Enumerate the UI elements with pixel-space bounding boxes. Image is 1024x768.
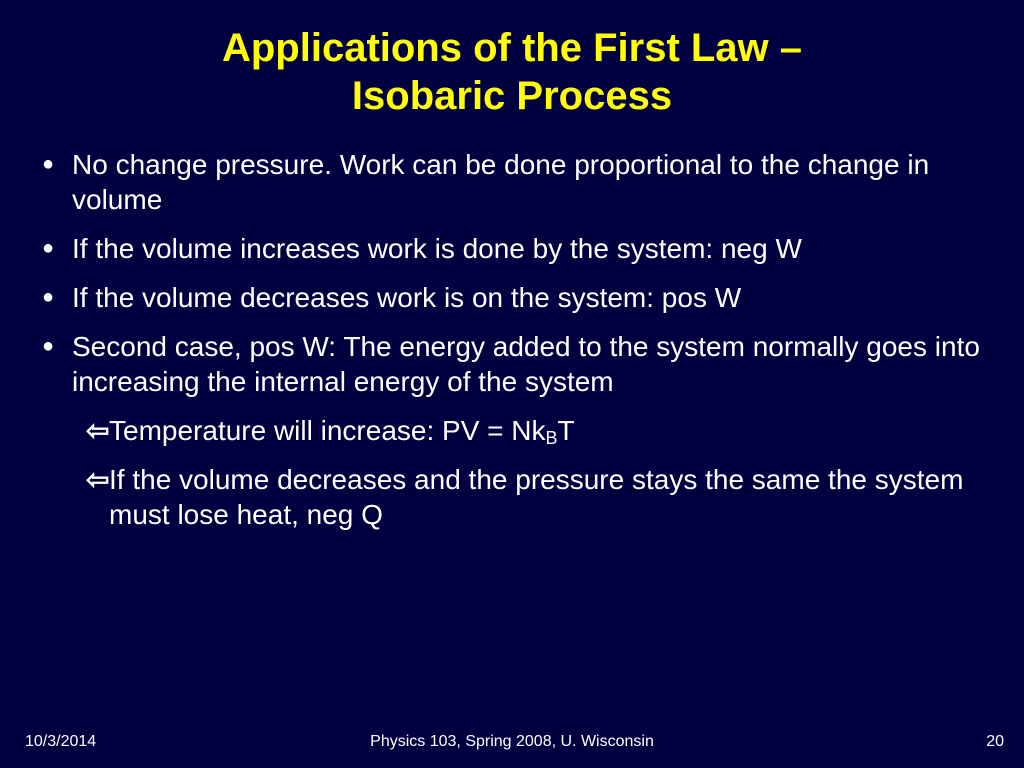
sub-bullet-item <box>40 413 990 448</box>
left-arrow-icon: ⇦ <box>86 464 110 495</box>
bullet-text: No change pressure. Work can be done proportional to the change in volume <box>72 149 930 215</box>
sub-bullet-item <box>40 462 990 532</box>
sub-bullet-text-prefix: Temperature will increase: PV = Nk <box>109 415 546 446</box>
slide-title-line-1: Applications of the First Law – <box>221 26 803 70</box>
bullet-text: If the volume decreases work is on the system: pos W <box>72 282 742 313</box>
slide-title-line-2: Isobaric Process <box>351 74 673 118</box>
slide-content <box>40 147 990 546</box>
footer-date: 10/3/2014 <box>25 733 97 750</box>
bullet-text: If the volume increases work is done by the system: neg W <box>72 233 802 264</box>
bullet-dot-icon: ● <box>42 237 55 259</box>
bullet-dot-icon: ● <box>42 335 55 357</box>
subscript-b: B <box>545 428 558 448</box>
bullet-dot-icon: ● <box>42 286 55 308</box>
left-arrow-icon: ⇦ <box>86 415 110 446</box>
bullet-item <box>40 231 990 266</box>
sub-bullet-text-suffix: T <box>557 415 575 446</box>
bullet-dot-icon: ● <box>42 153 55 175</box>
bullet-item <box>40 329 990 399</box>
footer-page-number: 20 <box>986 733 1004 750</box>
sub-bullet-text: If the volume decreases and the pressure stays the same the system must lose heat, neg Q <box>109 464 964 530</box>
footer-course: Physics 103, Spring 2008, U. Wisconsin <box>370 733 654 750</box>
bullet-text: Second case, pos W: The energy added to the system normally goes into increasing the internal energy of the system <box>72 331 980 397</box>
slide-title <box>0 24 1024 120</box>
bullet-item <box>40 280 990 315</box>
bullet-item <box>40 147 990 217</box>
